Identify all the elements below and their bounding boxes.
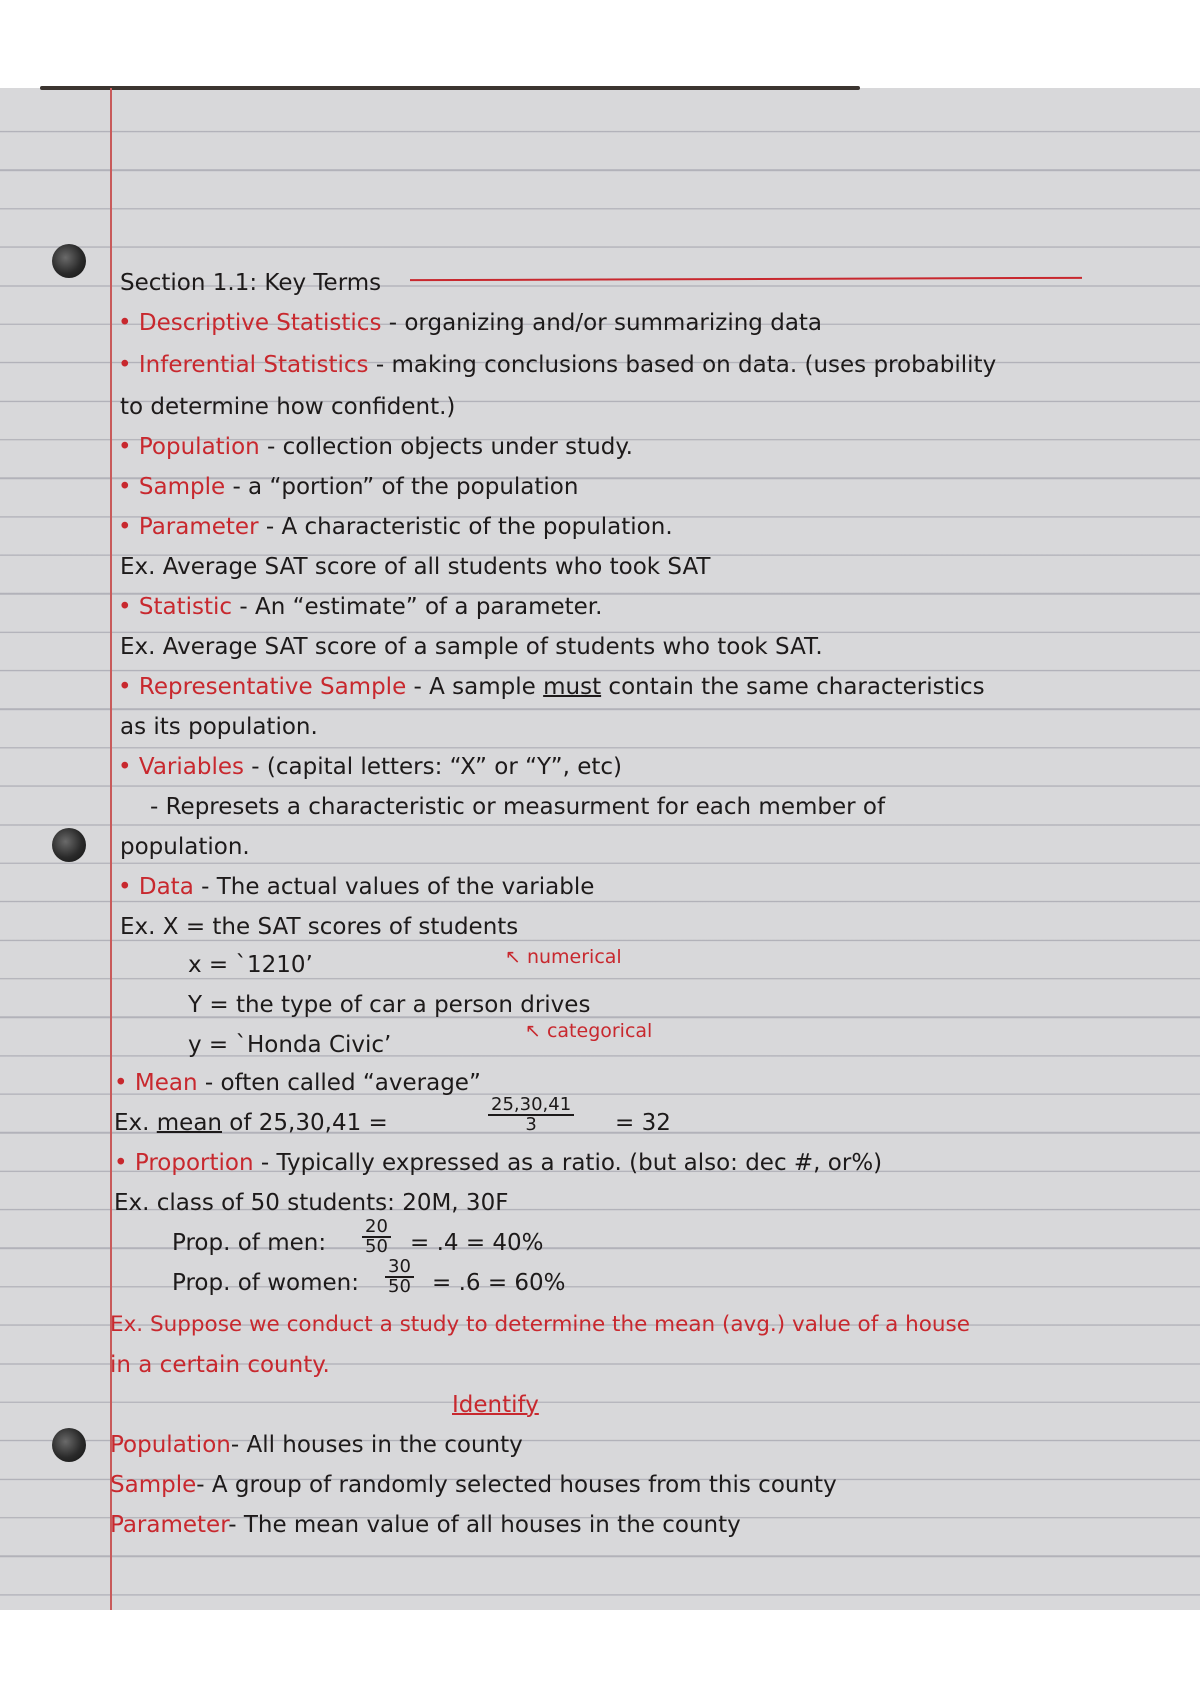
note-line-statistic bbox=[118, 592, 602, 622]
definition: - A characteristic of the population. bbox=[265, 514, 673, 540]
term-population: • Population bbox=[118, 434, 260, 460]
note-line-proportion bbox=[114, 1148, 882, 1178]
example-y-line: Y = the type of car a person drives bbox=[188, 992, 591, 1018]
definition: - collection objects under study. bbox=[267, 434, 633, 460]
note-line-sample bbox=[118, 472, 578, 502]
example-line: Ex. Average SAT score of all students who took SAT bbox=[120, 554, 711, 580]
section-title: Section 1.1: Key Terms bbox=[120, 270, 382, 296]
definition: - making conclusions based on data. (uses probability bbox=[375, 352, 997, 378]
note-line-inferential bbox=[118, 350, 996, 380]
prop-men-result: = .4 = 40% bbox=[410, 1230, 544, 1256]
definition: - All houses in the county bbox=[230, 1432, 523, 1458]
fraction-denominator: 50 bbox=[365, 1236, 388, 1257]
note-line-continuation: as its population. bbox=[120, 714, 318, 740]
fraction-denominator: 50 bbox=[388, 1276, 411, 1297]
note-line-parameter bbox=[118, 512, 673, 542]
term-sample: Sample bbox=[110, 1472, 197, 1498]
definition: - A sample bbox=[413, 674, 544, 700]
note-line-mean bbox=[114, 1068, 481, 1098]
y-value: y = `Honda Civic’ bbox=[188, 1032, 392, 1058]
definition: contain the same characteristics bbox=[601, 674, 985, 700]
proportion-example-line: Ex. class of 50 students: 20M, 30F bbox=[114, 1190, 509, 1216]
note-line-continuation: to determine how confident.) bbox=[120, 394, 456, 420]
study-example-line: Ex. Suppose we conduct a study to determine the mean (avg.) value of a house bbox=[110, 1312, 970, 1337]
term-statistic: • Statistic bbox=[118, 594, 233, 620]
definition: - An “estimate” of a parameter. bbox=[239, 594, 603, 620]
binder-hole bbox=[52, 1428, 86, 1462]
margin-line bbox=[110, 88, 112, 1610]
term-proportion: • Proportion bbox=[114, 1150, 254, 1176]
prop-women-result: = .6 = 60% bbox=[432, 1270, 566, 1296]
mean-fraction bbox=[488, 1096, 574, 1134]
fraction-denominator: 3 bbox=[525, 1114, 537, 1135]
term-data: • Data bbox=[118, 874, 194, 900]
definition: - often called “average” bbox=[204, 1070, 481, 1096]
example-prefix: Ex. bbox=[114, 1110, 157, 1136]
mean-result: = 32 bbox=[615, 1110, 671, 1136]
x-value: x = `1210’ bbox=[188, 952, 313, 978]
prop-women-label: Prop. of women: bbox=[172, 1270, 359, 1296]
term-inferential-statistics: • Inferential Statistics bbox=[118, 352, 369, 378]
prop-men-label: Prop. of men: bbox=[172, 1230, 327, 1256]
term-variables: • Variables bbox=[118, 754, 244, 780]
term-parameter: Parameter bbox=[110, 1512, 229, 1538]
identify-heading: Identify bbox=[452, 1392, 539, 1418]
note-line-data bbox=[118, 872, 594, 902]
mean-example-line bbox=[114, 1108, 388, 1138]
term-population: Population bbox=[110, 1432, 231, 1458]
definition: - The actual values of the variable bbox=[201, 874, 595, 900]
note-line-variables bbox=[118, 752, 622, 782]
fraction-numerator: 30 bbox=[385, 1258, 414, 1278]
identify-population-line bbox=[110, 1430, 523, 1460]
identify-sample-line bbox=[110, 1470, 837, 1500]
binder-hole bbox=[52, 828, 86, 862]
definition: - organizing and/or summarizing data bbox=[388, 310, 823, 336]
fraction-numerator: 20 bbox=[362, 1218, 391, 1238]
term-mean: • Mean bbox=[114, 1070, 198, 1096]
underlined-mean: mean bbox=[156, 1110, 222, 1136]
note-line-representative-sample bbox=[118, 672, 985, 702]
identify-parameter-line bbox=[110, 1510, 741, 1540]
term-descriptive-statistics: • Descriptive Statistics bbox=[118, 310, 382, 336]
binder-hole bbox=[52, 244, 86, 278]
study-example-line: in a certain county. bbox=[110, 1352, 330, 1378]
term-representative-sample: • Representative Sample bbox=[118, 674, 407, 700]
definition: - a “portion” of the population bbox=[232, 474, 579, 500]
annotation-categorical: ↖ categorical bbox=[525, 1020, 653, 1042]
example-text: of 25,30,41 = bbox=[222, 1110, 388, 1136]
definition: - Typically expressed as a ratio. (but also: dec #, or%) bbox=[260, 1150, 883, 1176]
example-x-line: Ex. X = the SAT scores of students bbox=[120, 914, 519, 940]
underlined-must: must bbox=[543, 674, 602, 700]
note-line-population bbox=[118, 432, 633, 462]
note-line-descriptive bbox=[118, 308, 822, 338]
note-line-continuation: population. bbox=[120, 834, 250, 860]
fraction-numerator: 25,30,41 bbox=[488, 1096, 574, 1116]
definition: - (capital letters: “X” or “Y”, etc) bbox=[251, 754, 622, 780]
definition: - The mean value of all houses in the county bbox=[228, 1512, 741, 1538]
definition: - A group of randomly selected houses from this county bbox=[196, 1472, 837, 1498]
term-parameter: • Parameter bbox=[118, 514, 259, 540]
paper-top-edge bbox=[40, 86, 860, 90]
annotation-numerical: ↖ numerical bbox=[505, 946, 622, 968]
example-line: Ex. Average SAT score of a sample of students who took SAT. bbox=[120, 634, 823, 660]
prop-men-fraction bbox=[362, 1218, 391, 1256]
term-sample: • Sample bbox=[118, 474, 226, 500]
note-line-continuation: - Represets a characteristic or measurment for each member of bbox=[150, 794, 886, 820]
prop-women-fraction bbox=[385, 1258, 414, 1296]
